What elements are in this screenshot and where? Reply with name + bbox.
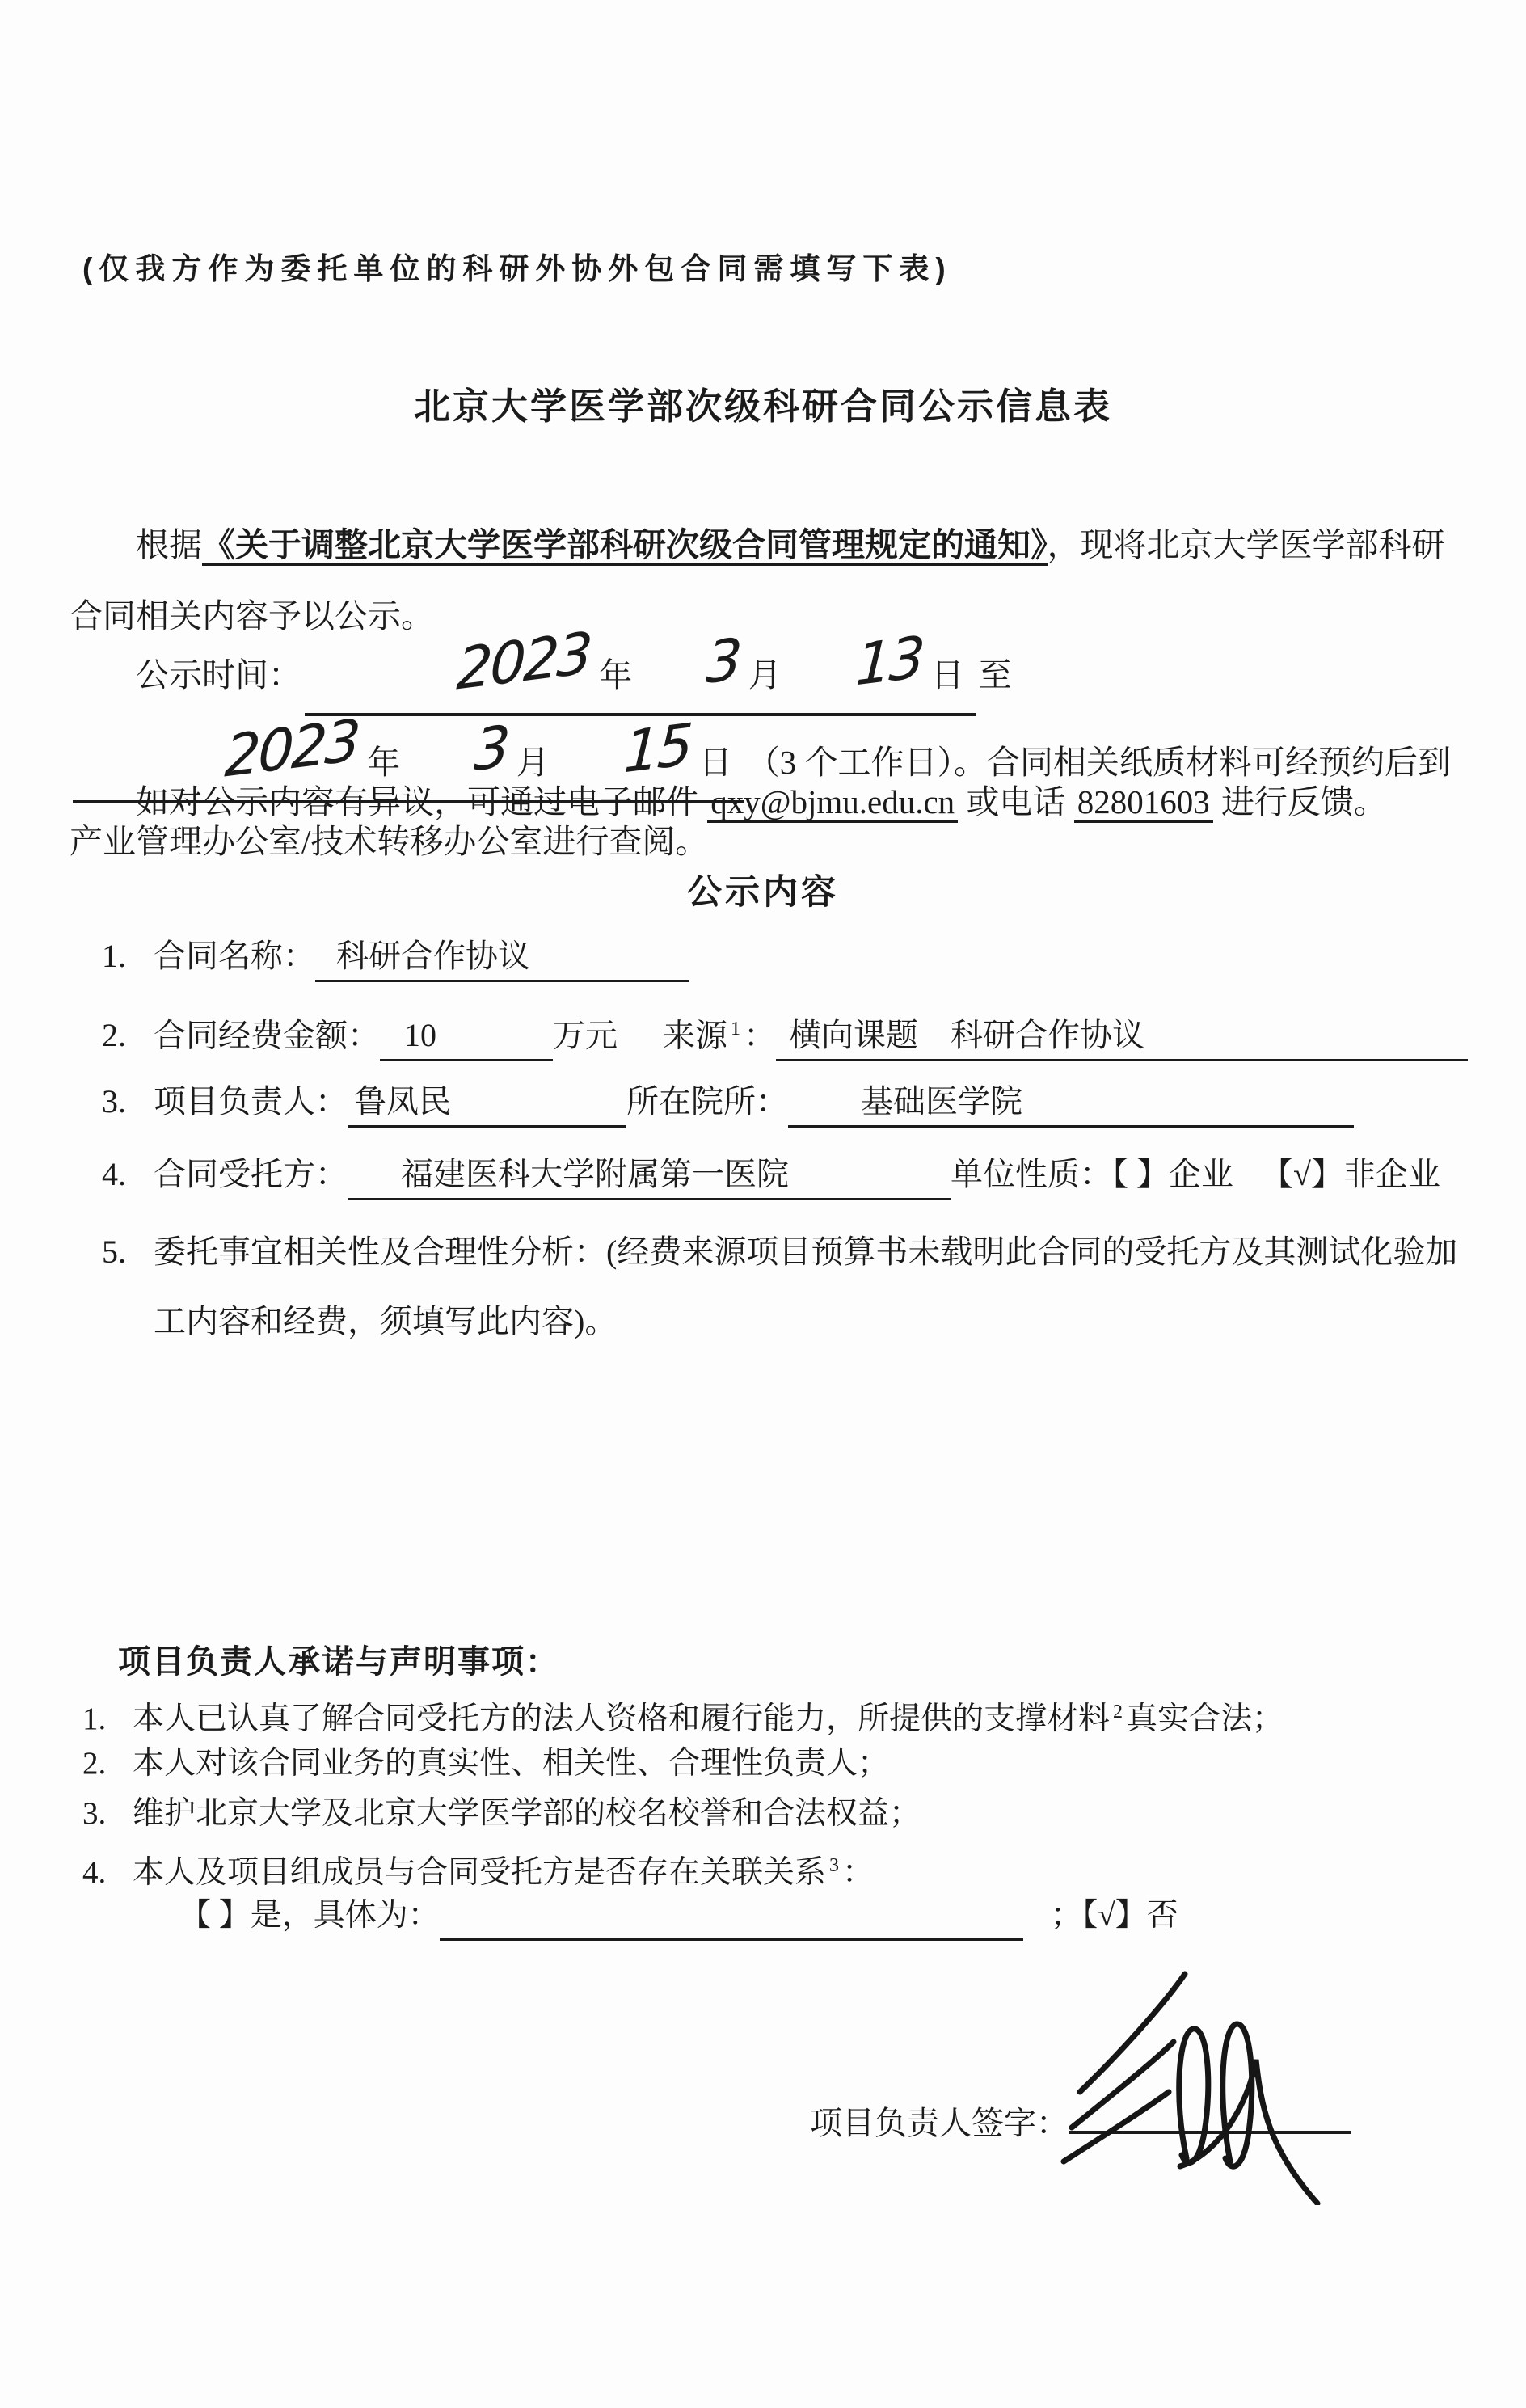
intro-suffix: ，现将北京大学医学部科研合同相关内容予以公示。: [70, 526, 1445, 635]
day-char: 日: [698, 744, 732, 781]
declaration-1-text: 本人已认真了解合同受托方的法人资格和履行能力，所提供的支撑材料: [133, 1702, 1111, 1736]
item-number: 3.: [102, 1083, 126, 1120]
declaration-2-text: 本人对该合同业务的真实性、相关性、合理性负责人；: [133, 1746, 890, 1781]
entity-type-label: 单位性质：: [951, 1156, 1112, 1192]
signature-label: 项目负责人签字：: [810, 2105, 1069, 2141]
trustee-label: 合同受托方：: [154, 1156, 348, 1192]
non-enterprise-checkbox-checked: 【√】: [1261, 1156, 1343, 1192]
declaration-item-2: [82, 1741, 889, 1786]
declaration-4-text: 本人及项目组成员与合同受托方是否存在关联关系: [133, 1855, 827, 1890]
handwritten-signature: [1051, 1963, 1326, 2205]
project-leader-value: 鲁凤民: [348, 1078, 626, 1128]
section-heading: 公示内容: [687, 873, 839, 912]
footnote-marker-3: 3: [829, 1855, 840, 1876]
feedback-middle: 或电话: [958, 783, 1074, 820]
item-project-leader: [102, 1078, 1354, 1128]
declaration-3-text: 维护北京大学及北京大学医学部的校名校誉和合法权益；: [133, 1796, 921, 1831]
top-note: (仅我方作为委托单位的科研外协外包合同需填写下表): [82, 252, 952, 285]
signature-stroke: [1064, 2092, 1169, 2161]
declaration-item-3: [82, 1791, 921, 1837]
declaration-item-1: [82, 1689, 1284, 1742]
related-party-yes-no-line: [179, 1893, 1178, 1941]
item-number: 5.: [102, 1234, 126, 1270]
contract-amount-label: 合同经费金额：: [154, 1017, 380, 1054]
month-char: 月: [748, 656, 782, 694]
email-text: qxy@bjmu.edu.cn: [707, 783, 958, 823]
feedback-suffix: 进行反馈。: [1212, 783, 1387, 820]
funding-source-value: 横向课题 科研合作协议: [776, 1012, 1468, 1061]
handwritten-start-year: 2023: [455, 619, 592, 703]
item-relevance-analysis: [102, 1217, 1467, 1356]
declaration-item-4: [82, 1843, 874, 1896]
handwritten-end-year: 2023: [223, 706, 360, 791]
to-char: 至: [978, 656, 1012, 694]
yes-label: 是，具体为：: [250, 1898, 440, 1933]
publicity-period-paragraph: [70, 619, 1465, 879]
day-char: 日: [930, 656, 964, 694]
start-date-blank: [305, 619, 976, 716]
feedback-line: [70, 766, 1458, 837]
contract-name-value: 科研合作协议: [315, 933, 689, 982]
handwritten-start-day: 13: [854, 623, 925, 699]
item-contract-amount: [102, 1006, 1468, 1061]
institute-value: 基础医学院: [788, 1078, 1354, 1128]
declaration-1-text-end: 真实合法；: [1126, 1702, 1284, 1736]
funding-source-label: 来源: [663, 1017, 727, 1054]
contract-amount-value: 10: [380, 1012, 553, 1061]
phone-text: 82801603: [1074, 783, 1213, 823]
year-char: 年: [367, 744, 401, 781]
year-char: 年: [599, 656, 633, 694]
publicity-period-tail: （3 个工作日）。合同相关纸质材料可经预约后到产业管理办公室/技术转移办公室进行查阅。: [70, 744, 1452, 860]
enterprise-label: 企业: [1169, 1156, 1233, 1192]
yes-details-blank: [440, 1893, 1023, 1941]
amount-unit: 万元: [553, 1017, 618, 1054]
item-number: 2.: [102, 1017, 126, 1054]
funding-source-colon: ：: [744, 1017, 776, 1054]
item-number: 4.: [82, 1855, 107, 1890]
yes-checkbox: 【 】: [179, 1898, 251, 1933]
month-char: 月: [516, 744, 550, 781]
declaration-4-text-end: ：: [842, 1855, 875, 1890]
handwritten-end-day: 15: [622, 711, 693, 787]
trustee-value: 福建医科大学附属第一医院: [348, 1151, 951, 1200]
item-number: 1.: [82, 1702, 107, 1736]
project-leader-label: 项目负责人：: [154, 1083, 348, 1120]
institute-label: 所在院所：: [626, 1083, 788, 1120]
separator: ；: [1050, 1898, 1082, 1933]
relevance-analysis-text: 委托事宜相关性及合理性分析：(经费来源项目预算书未载明此合同的受托方及其测试化验加工内容和经费，须填写此内容)。: [154, 1234, 1458, 1339]
enterprise-checkbox: 【 】: [1112, 1156, 1169, 1192]
contract-name-label: 合同名称：: [154, 938, 315, 974]
no-checkbox-checked: 【√】: [1081, 1898, 1147, 1933]
item-number: 4.: [102, 1156, 126, 1192]
signature-stroke: [1179, 2029, 1208, 2163]
non-enterprise-label: 非企业: [1343, 1156, 1440, 1192]
item-contract-name: [102, 933, 689, 982]
no-label: 否: [1146, 1898, 1178, 1933]
handwritten-end-month: 3: [472, 712, 510, 785]
item-number: 2.: [82, 1746, 107, 1781]
item-number: 1.: [102, 938, 126, 974]
handwritten-start-month: 3: [704, 625, 742, 698]
feedback-prefix: 如对公示内容有异议，可通过电子邮件: [136, 783, 708, 820]
footnote-marker-1: 1: [731, 1018, 740, 1040]
publicity-period-label: 公示时间：: [136, 656, 301, 694]
item-number: 3.: [82, 1796, 107, 1831]
intro-prefix: 根据: [136, 526, 202, 563]
declaration-heading: 项目负责人承诺与声明事项：: [118, 1644, 559, 1680]
regulation-title: 《关于调整北京大学医学部科研次级合同管理规定的通知》: [202, 526, 1048, 566]
item-contract-trustee: [102, 1151, 1440, 1200]
footnote-marker-2: 2: [1113, 1702, 1123, 1723]
page-title: 北京大学医学部次级科研合同公示信息表: [413, 386, 1112, 427]
